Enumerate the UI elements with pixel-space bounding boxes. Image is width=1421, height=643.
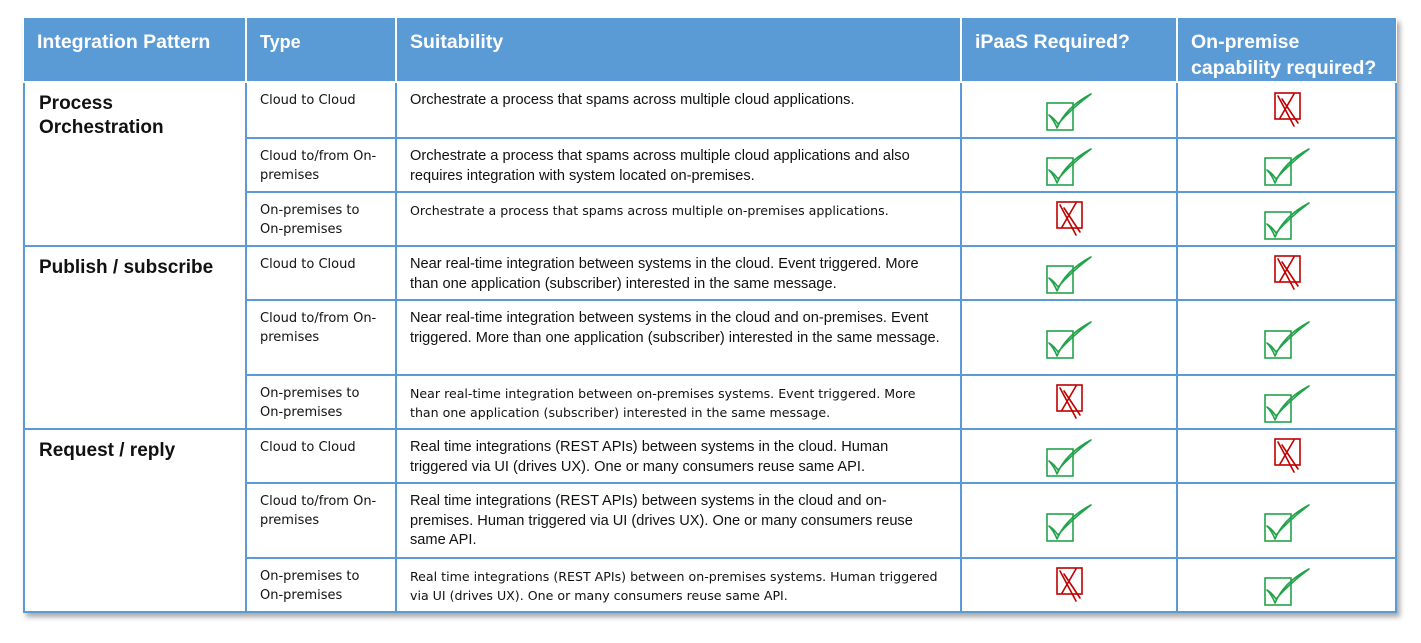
header-suitability: Suitability xyxy=(396,18,961,82)
ipaas-required-cell xyxy=(961,246,1177,300)
onpremise-required-cell xyxy=(1177,192,1396,246)
yes-check-icon xyxy=(1042,254,1096,298)
onpremise-required-cell xyxy=(1177,558,1396,612)
onpremise-required-cell xyxy=(1177,82,1396,138)
no-cross-icon xyxy=(1042,380,1096,424)
suitability-cell: Near real-time integration between systems in the cloud and on-premises. Event triggered. More than one application (subscriber) interested in the same message. xyxy=(396,300,961,375)
type-cell: Cloud to Cloud xyxy=(246,82,396,138)
no-cross-icon xyxy=(1260,251,1314,295)
ipaas-required-cell xyxy=(961,192,1177,246)
pattern-cell: Publish / subscribe xyxy=(24,246,246,429)
integration-pattern-table xyxy=(23,18,1397,613)
type-cell: On-premises to On-premises xyxy=(246,192,396,246)
suitability-cell: Real time integrations (REST APIs) between systems in the cloud and on-premises. Human triggered via UI (drives UX). One or many consumers reuse same API. xyxy=(396,483,961,558)
pattern-cell: Request / reply xyxy=(24,429,246,612)
no-cross-icon xyxy=(1260,434,1314,478)
ipaas-required-cell xyxy=(961,300,1177,375)
yes-check-icon xyxy=(1260,319,1314,363)
no-cross-icon xyxy=(1042,197,1096,241)
ipaas-required-cell xyxy=(961,138,1177,192)
no-cross-icon xyxy=(1042,563,1096,607)
type-cell: Cloud to/from On-premises xyxy=(246,138,396,192)
ipaas-required-cell xyxy=(961,82,1177,138)
onpremise-required-cell xyxy=(1177,483,1396,558)
yes-check-icon xyxy=(1260,200,1314,244)
ipaas-required-cell xyxy=(961,483,1177,558)
suitability-cell: Real time integrations (REST APIs) between systems in the cloud. Human triggered via UI (drives UX). One or many consumers reuse same API. xyxy=(396,429,961,483)
suitability-cell: Orchestrate a process that spams across multiple on-premises applications. xyxy=(396,192,961,246)
yes-check-icon xyxy=(1042,319,1096,363)
onpremise-required-cell xyxy=(1177,246,1396,300)
type-cell: On-premises to On-premises xyxy=(246,375,396,429)
yes-check-icon xyxy=(1260,502,1314,546)
header-integration-pattern: Integration Pattern xyxy=(24,18,246,82)
type-cell: Cloud to/from On-premises xyxy=(246,483,396,558)
header-onpremise-required: On-premise capability required? xyxy=(1177,18,1396,82)
header-ipaas-required: iPaaS Required? xyxy=(961,18,1177,82)
yes-check-icon xyxy=(1042,146,1096,190)
yes-check-icon xyxy=(1260,566,1314,610)
pattern-cell: Process Orchestration xyxy=(24,82,246,246)
onpremise-required-cell xyxy=(1177,138,1396,192)
onpremise-required-cell xyxy=(1177,375,1396,429)
suitability-cell: Real time integrations (REST APIs) between on-premises systems. Human triggered via UI (drives UX). One or many consumers reuse same API. xyxy=(396,558,961,612)
yes-check-icon xyxy=(1260,146,1314,190)
onpremise-required-cell xyxy=(1177,300,1396,375)
no-cross-icon xyxy=(1260,88,1314,132)
table-row xyxy=(24,82,1396,138)
table-row xyxy=(24,246,1396,300)
yes-check-icon xyxy=(1260,383,1314,427)
type-cell: Cloud to/from On-premises xyxy=(246,300,396,375)
yes-check-icon xyxy=(1042,91,1096,135)
type-cell: Cloud to Cloud xyxy=(246,246,396,300)
suitability-cell: Orchestrate a process that spams across multiple cloud applications. xyxy=(396,82,961,138)
header-row xyxy=(24,18,1396,82)
ipaas-required-cell xyxy=(961,375,1177,429)
yes-check-icon xyxy=(1042,437,1096,481)
suitability-cell: Orchestrate a process that spams across multiple cloud applications and also requires integration with system located on-premises. xyxy=(396,138,961,192)
suitability-cell: Near real-time integration between on-premises systems. Event triggered. More than one application (subscriber) interested in the same message. xyxy=(396,375,961,429)
suitability-cell: Near real-time integration between systems in the cloud. Event triggered. More than one application (subscriber) interested in the same message. xyxy=(396,246,961,300)
type-cell: On-premises to On-premises xyxy=(246,558,396,612)
ipaas-required-cell xyxy=(961,558,1177,612)
yes-check-icon xyxy=(1042,502,1096,546)
ipaas-required-cell xyxy=(961,429,1177,483)
header-type: Type xyxy=(246,18,396,82)
table-row xyxy=(24,429,1396,483)
onpremise-required-cell xyxy=(1177,429,1396,483)
type-cell: Cloud to Cloud xyxy=(246,429,396,483)
